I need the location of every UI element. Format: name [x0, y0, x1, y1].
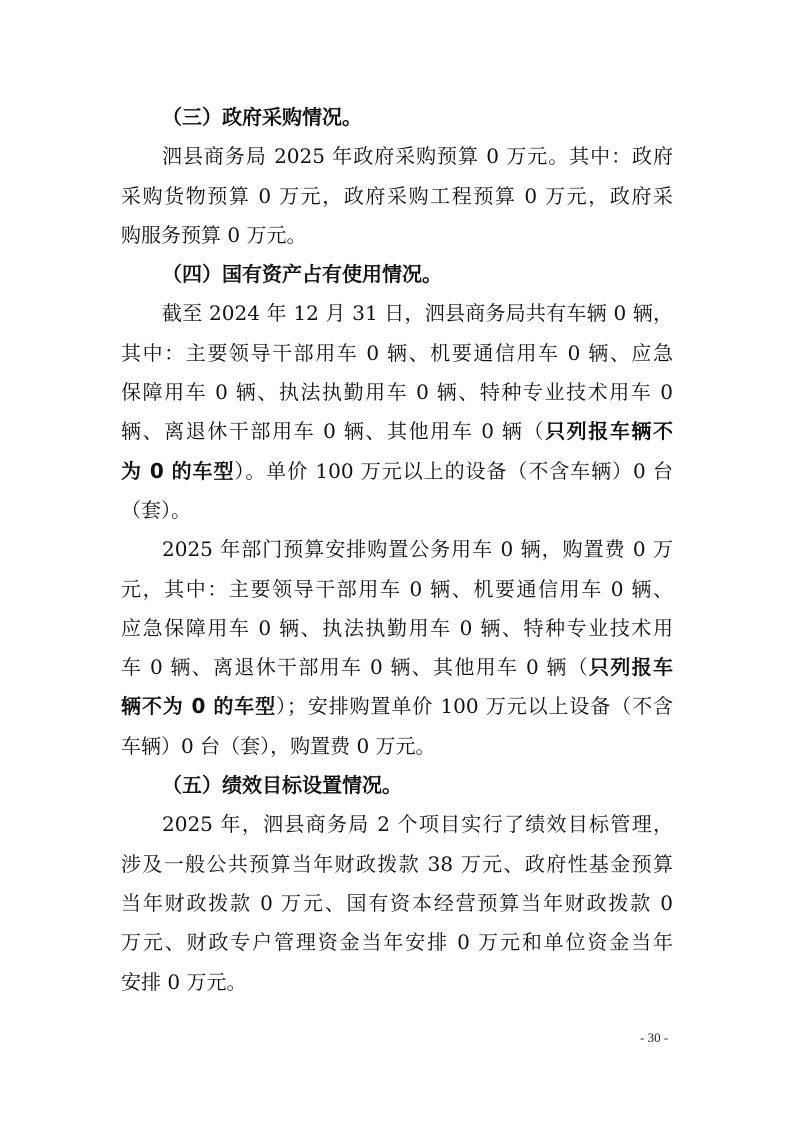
emphasis-text: 为 0 的车型 [121, 458, 235, 483]
paragraph-line [121, 412, 673, 451]
paragraph-line: 万元、财政专户管理资金当年安排 0 万元和单位资金当年 [121, 930, 673, 955]
text-run: 辆、离退休干部用车 0 辆、其他用车 0 辆（ [121, 419, 546, 444]
paragraph-line: 应急保障用车 0 辆、执法执勤用车 0 辆、特种专业技术用 [121, 615, 673, 640]
paragraph-line [121, 452, 673, 491]
paragraph-line: 保障用车 0 辆、执法执勤用车 0 辆、特种专业技术用车 0 [121, 380, 673, 405]
paragraph-line: 当年财政拨款 0 万元、国有资本经营预算当年财政拨款 0 [121, 890, 673, 915]
paragraph-line: （套）。 [121, 497, 191, 522]
emphasis-text: 辆不为 0 的车型 [121, 694, 277, 719]
section-heading-procurement: （三）政府采购情况。 [162, 105, 362, 129]
section-heading-assets: （四）国有资产占有使用情况。 [162, 262, 442, 287]
paragraph-line: 2025 年，泗县商务局 2 个项目实行了绩效目标管理， [162, 812, 673, 837]
emphasis-text: 只列报车 [589, 655, 673, 680]
paragraph-line: 其中：主要领导干部用车 0 辆、机要通信用车 0 辆、应急 [121, 340, 673, 365]
paragraph-line: 涉及一般公共预算当年财政拨款 38 万元、政府性基金预算 [121, 851, 673, 876]
paragraph-line [121, 648, 673, 687]
text-run: ）；安排购置单价 100 万元以上设备（不含 [276, 694, 674, 719]
section-heading-performance: （五）绩效目标设置情况。 [162, 773, 402, 798]
paragraph-line: 2025 年部门预算安排购置公务用车 0 辆，购置费 0 万 [162, 537, 673, 562]
paragraph-line: 采购货物预算 0 万元，政府采购工程预算 0 万元，政府采 [121, 183, 673, 208]
paragraph-line: 截至 2024 年 12 月 31 日，泗县商务局共有车辆 0 辆， [162, 301, 673, 326]
paragraph-line [121, 687, 673, 726]
document-body [121, 98, 673, 1002]
paragraph-line: 泗县商务局 2025 年政府采购预算 0 万元。其中：政府 [162, 144, 673, 169]
emphasis-text: 只列报车辆不 [545, 419, 673, 444]
text-run: 车 0 辆、离退休干部用车 0 辆、其他用车 0 辆（ [121, 655, 590, 680]
paragraph-line: 车辆）0 台（套），购置费 0 万元。 [121, 733, 436, 758]
paragraph-line: 购服务预算 0 万元。 [121, 222, 307, 247]
paragraph-line: 元，其中：主要领导干部用车 0 辆、机要通信用车 0 辆、 [121, 576, 673, 601]
text-run: ）。单价 100 万元以上的设备（不含车辆）0 台 [234, 458, 673, 483]
paragraph-line: 安排 0 万元。 [121, 969, 247, 994]
page-number: - 30 - [640, 1030, 669, 1045]
